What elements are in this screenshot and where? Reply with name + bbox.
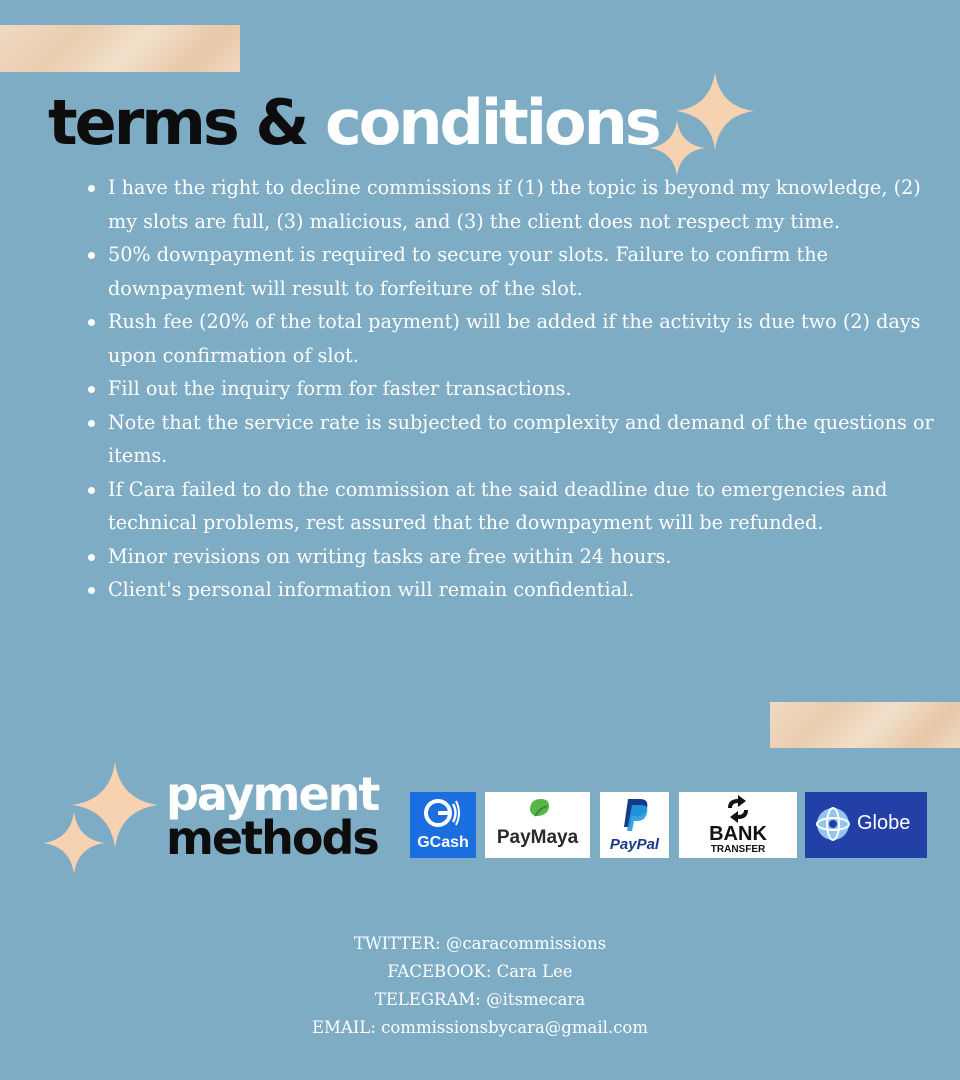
paypal-logo <box>600 792 669 858</box>
contact-info <box>0 930 960 1042</box>
list-item: Minor revisions on writing tasks are free within 24 hours. <box>108 540 938 574</box>
payment-methods-title <box>166 767 379 865</box>
page-title <box>48 86 659 159</box>
bank-label: BANK <box>709 823 767 845</box>
list-item: Fill out the inquiry form for faster transactions. <box>108 372 938 406</box>
globe-label: Globe <box>857 812 911 834</box>
paypal-icon <box>622 797 650 833</box>
gcash-icon <box>424 798 460 828</box>
transfer-arrows-icon <box>724 794 752 824</box>
globe-icon <box>815 806 851 842</box>
paymaya-logo <box>485 792 590 858</box>
gcash-label: GCash <box>417 834 469 851</box>
contact-facebook: FACEBOOK: Cara Lee <box>387 962 573 981</box>
list-item: 50% downpayment is required to secure your slots. Failure to confirm the downpayment will result to forfeiture of the slot. <box>108 238 938 305</box>
terms-list <box>82 171 938 607</box>
list-item: Rush fee (20% of the total payment) will be added if the activity is due two (2) days upon confirmation of slot. <box>108 305 938 372</box>
title-terms: terms <box>48 86 237 159</box>
tape-decoration-top <box>0 25 240 72</box>
paymaya-icon <box>527 796 551 820</box>
paymaya-label: PayMaya <box>496 827 579 848</box>
paypal-label: PayPal <box>609 836 660 853</box>
transfer-label: TRANSFER <box>710 844 766 855</box>
list-item: If Cara failed to do the commission at the said deadline due to emergencies and technical problems, rest assured that the downpayment will be refunded. <box>108 473 938 540</box>
contact-email: EMAIL: commissionsbycara@gmail.com <box>312 1018 648 1037</box>
payment-title-line2: methods <box>166 811 378 865</box>
list-item: Client's personal information will remain confidential. <box>108 573 938 607</box>
contact-telegram: TELEGRAM: @itsmecara <box>374 990 586 1009</box>
title-conditions: conditions <box>325 86 659 159</box>
bank-transfer-logo <box>679 792 797 858</box>
gcash-logo <box>410 792 476 858</box>
title-ampersand: & <box>255 86 307 159</box>
tape-decoration-middle <box>770 702 960 748</box>
sparkle-icon <box>43 812 105 874</box>
globe-logo <box>805 792 927 858</box>
list-item: Note that the service rate is subjected to complexity and demand of the questions or items. <box>108 406 938 473</box>
payment-title-line1: payment <box>166 767 379 821</box>
contact-twitter: TWITTER: @caracommissions <box>353 934 607 953</box>
sparkle-icon <box>649 120 705 176</box>
list-item: I have the right to decline commissions if (1) the topic is beyond my knowledge, (2) my slots are full, (3) malicious, and (3) the client does not respect my time. <box>108 171 938 238</box>
